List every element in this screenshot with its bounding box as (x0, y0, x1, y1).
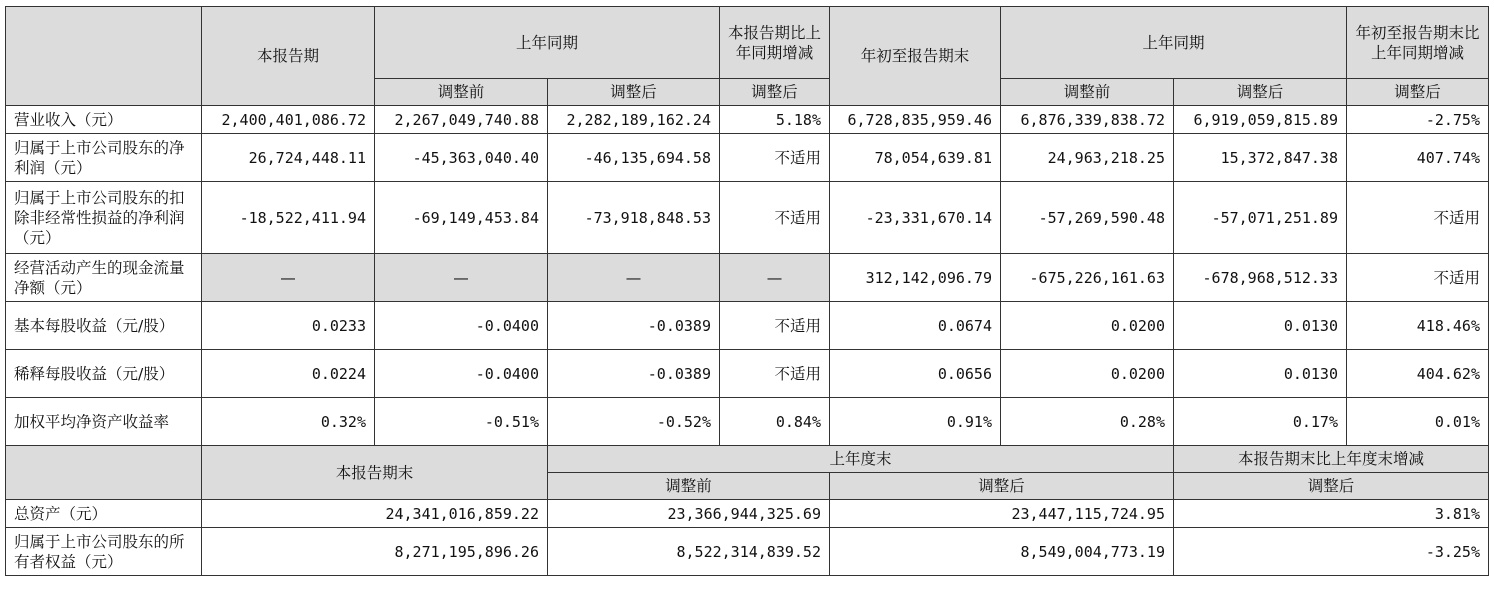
row-label: 基本每股收益（元/股） (6, 302, 202, 350)
cell: 不适用 (720, 350, 830, 398)
corner-cell (6, 7, 202, 106)
cell: -46,135,694.58 (548, 134, 720, 182)
header-after-adj-3: 调整后 (830, 473, 1174, 500)
cell: 2,400,401,086.72 (202, 106, 375, 134)
cell: -45,363,040.40 (375, 134, 548, 182)
cell: 不适用 (720, 302, 830, 350)
cell: -675,226,161.63 (1001, 254, 1174, 302)
header-current-period: 本报告期 (202, 7, 375, 106)
table-row (6, 398, 1489, 446)
cell: 3.81% (1174, 500, 1489, 528)
cell: -73,918,848.53 (548, 182, 720, 254)
header-after-adj-change-2: 调整后 (1347, 79, 1489, 106)
cell: -3.25% (1174, 528, 1489, 576)
cell: 0.0224 (202, 350, 375, 398)
header-ytd-end: 年初至报告期末 (830, 7, 1001, 106)
table-row (6, 182, 1489, 254)
header-after-adj-2: 调整后 (1174, 79, 1347, 106)
cell: -678,968,512.33 (1174, 254, 1347, 302)
header-period-end: 本报告期末 (202, 446, 548, 500)
cell: 0.0656 (830, 350, 1001, 398)
table-row (6, 302, 1489, 350)
header-last-year-end: 上年度末 (548, 446, 1174, 473)
row-label: 归属于上市公司股东的扣除非经常性损益的净利润（元） (6, 182, 202, 254)
cell: 78,054,639.81 (830, 134, 1001, 182)
cell: 不适用 (720, 134, 830, 182)
cell: 0.0130 (1174, 350, 1347, 398)
header-after-adj-change-3: 调整后 (1174, 473, 1489, 500)
cell: 418.46% (1347, 302, 1489, 350)
cell: 6,876,339,838.72 (1001, 106, 1174, 134)
cell: -0.0400 (375, 350, 548, 398)
cell: 不适用 (1347, 254, 1489, 302)
cell: 0.0200 (1001, 350, 1174, 398)
cell: 2,267,049,740.88 (375, 106, 548, 134)
header-same-period-last-year: 上年同期 (375, 7, 720, 79)
cell: 23,447,115,724.95 (830, 500, 1174, 528)
header-ytd-change: 年初至报告期末比上年同期增减 (1347, 7, 1489, 79)
cell: 15,372,847.38 (1174, 134, 1347, 182)
cell: -0.51% (375, 398, 548, 446)
header-change-vs-last-year: 本报告期比上年同期增减 (720, 7, 830, 79)
financial-data-table (5, 6, 1489, 576)
header-before-adj: 调整前 (375, 79, 548, 106)
corner-cell-2 (6, 446, 202, 500)
cell: -57,269,590.48 (1001, 182, 1174, 254)
cell: -0.0400 (375, 302, 548, 350)
cell: 23,366,944,325.69 (548, 500, 830, 528)
cell: — (720, 254, 830, 302)
cell: 2,282,189,162.24 (548, 106, 720, 134)
header-same-period-last-year-2: 上年同期 (1001, 7, 1347, 79)
cell: 不适用 (1347, 182, 1489, 254)
cell: 0.01% (1347, 398, 1489, 446)
cell: 0.32% (202, 398, 375, 446)
cell: 24,963,218.25 (1001, 134, 1174, 182)
table-row (6, 134, 1489, 182)
header-after-adj: 调整后 (548, 79, 720, 106)
cell: 312,142,096.79 (830, 254, 1001, 302)
cell: -0.52% (548, 398, 720, 446)
cell: 0.84% (720, 398, 830, 446)
header-change-vs-last-year-end: 本报告期末比上年度末增减 (1174, 446, 1489, 473)
cell: 26,724,448.11 (202, 134, 375, 182)
row-label: 加权平均净资产收益率 (6, 398, 202, 446)
row-label: 稀释每股收益（元/股） (6, 350, 202, 398)
header-before-adj-3: 调整前 (548, 473, 830, 500)
cell: 不适用 (720, 182, 830, 254)
table-row (6, 106, 1489, 134)
cell: 407.74% (1347, 134, 1489, 182)
table-row (6, 528, 1489, 576)
cell: 8,522,314,839.52 (548, 528, 830, 576)
cell: 24,341,016,859.22 (202, 500, 548, 528)
cell: -18,522,411.94 (202, 182, 375, 254)
cell: 0.0130 (1174, 302, 1347, 350)
cell: 6,919,059,815.89 (1174, 106, 1347, 134)
cell: 8,549,004,773.19 (830, 528, 1174, 576)
table-row (6, 254, 1489, 302)
row-label: 归属于上市公司股东的净利润（元） (6, 134, 202, 182)
cell: — (548, 254, 720, 302)
cell: 0.91% (830, 398, 1001, 446)
cell: — (202, 254, 375, 302)
cell: -23,331,670.14 (830, 182, 1001, 254)
cell: 0.0233 (202, 302, 375, 350)
cell: 404.62% (1347, 350, 1489, 398)
cell: -0.0389 (548, 350, 720, 398)
cell: 6,728,835,959.46 (830, 106, 1001, 134)
cell: 0.0674 (830, 302, 1001, 350)
cell: -69,149,453.84 (375, 182, 548, 254)
row-label: 经营活动产生的现金流量净额（元） (6, 254, 202, 302)
table-row (6, 500, 1489, 528)
row-label: 总资产（元） (6, 500, 202, 528)
cell: 0.17% (1174, 398, 1347, 446)
row-label: 营业收入（元） (6, 106, 202, 134)
cell: — (375, 254, 548, 302)
row-label: 归属于上市公司股东的所有者权益（元） (6, 528, 202, 576)
table-row (6, 350, 1489, 398)
cell: -0.0389 (548, 302, 720, 350)
cell: 0.28% (1001, 398, 1174, 446)
header-before-adj-2: 调整前 (1001, 79, 1174, 106)
header-after-adj-change: 调整后 (720, 79, 830, 106)
cell: 8,271,195,896.26 (202, 528, 548, 576)
cell: -2.75% (1347, 106, 1489, 134)
cell: 0.0200 (1001, 302, 1174, 350)
cell: 5.18% (720, 106, 830, 134)
cell: -57,071,251.89 (1174, 182, 1347, 254)
